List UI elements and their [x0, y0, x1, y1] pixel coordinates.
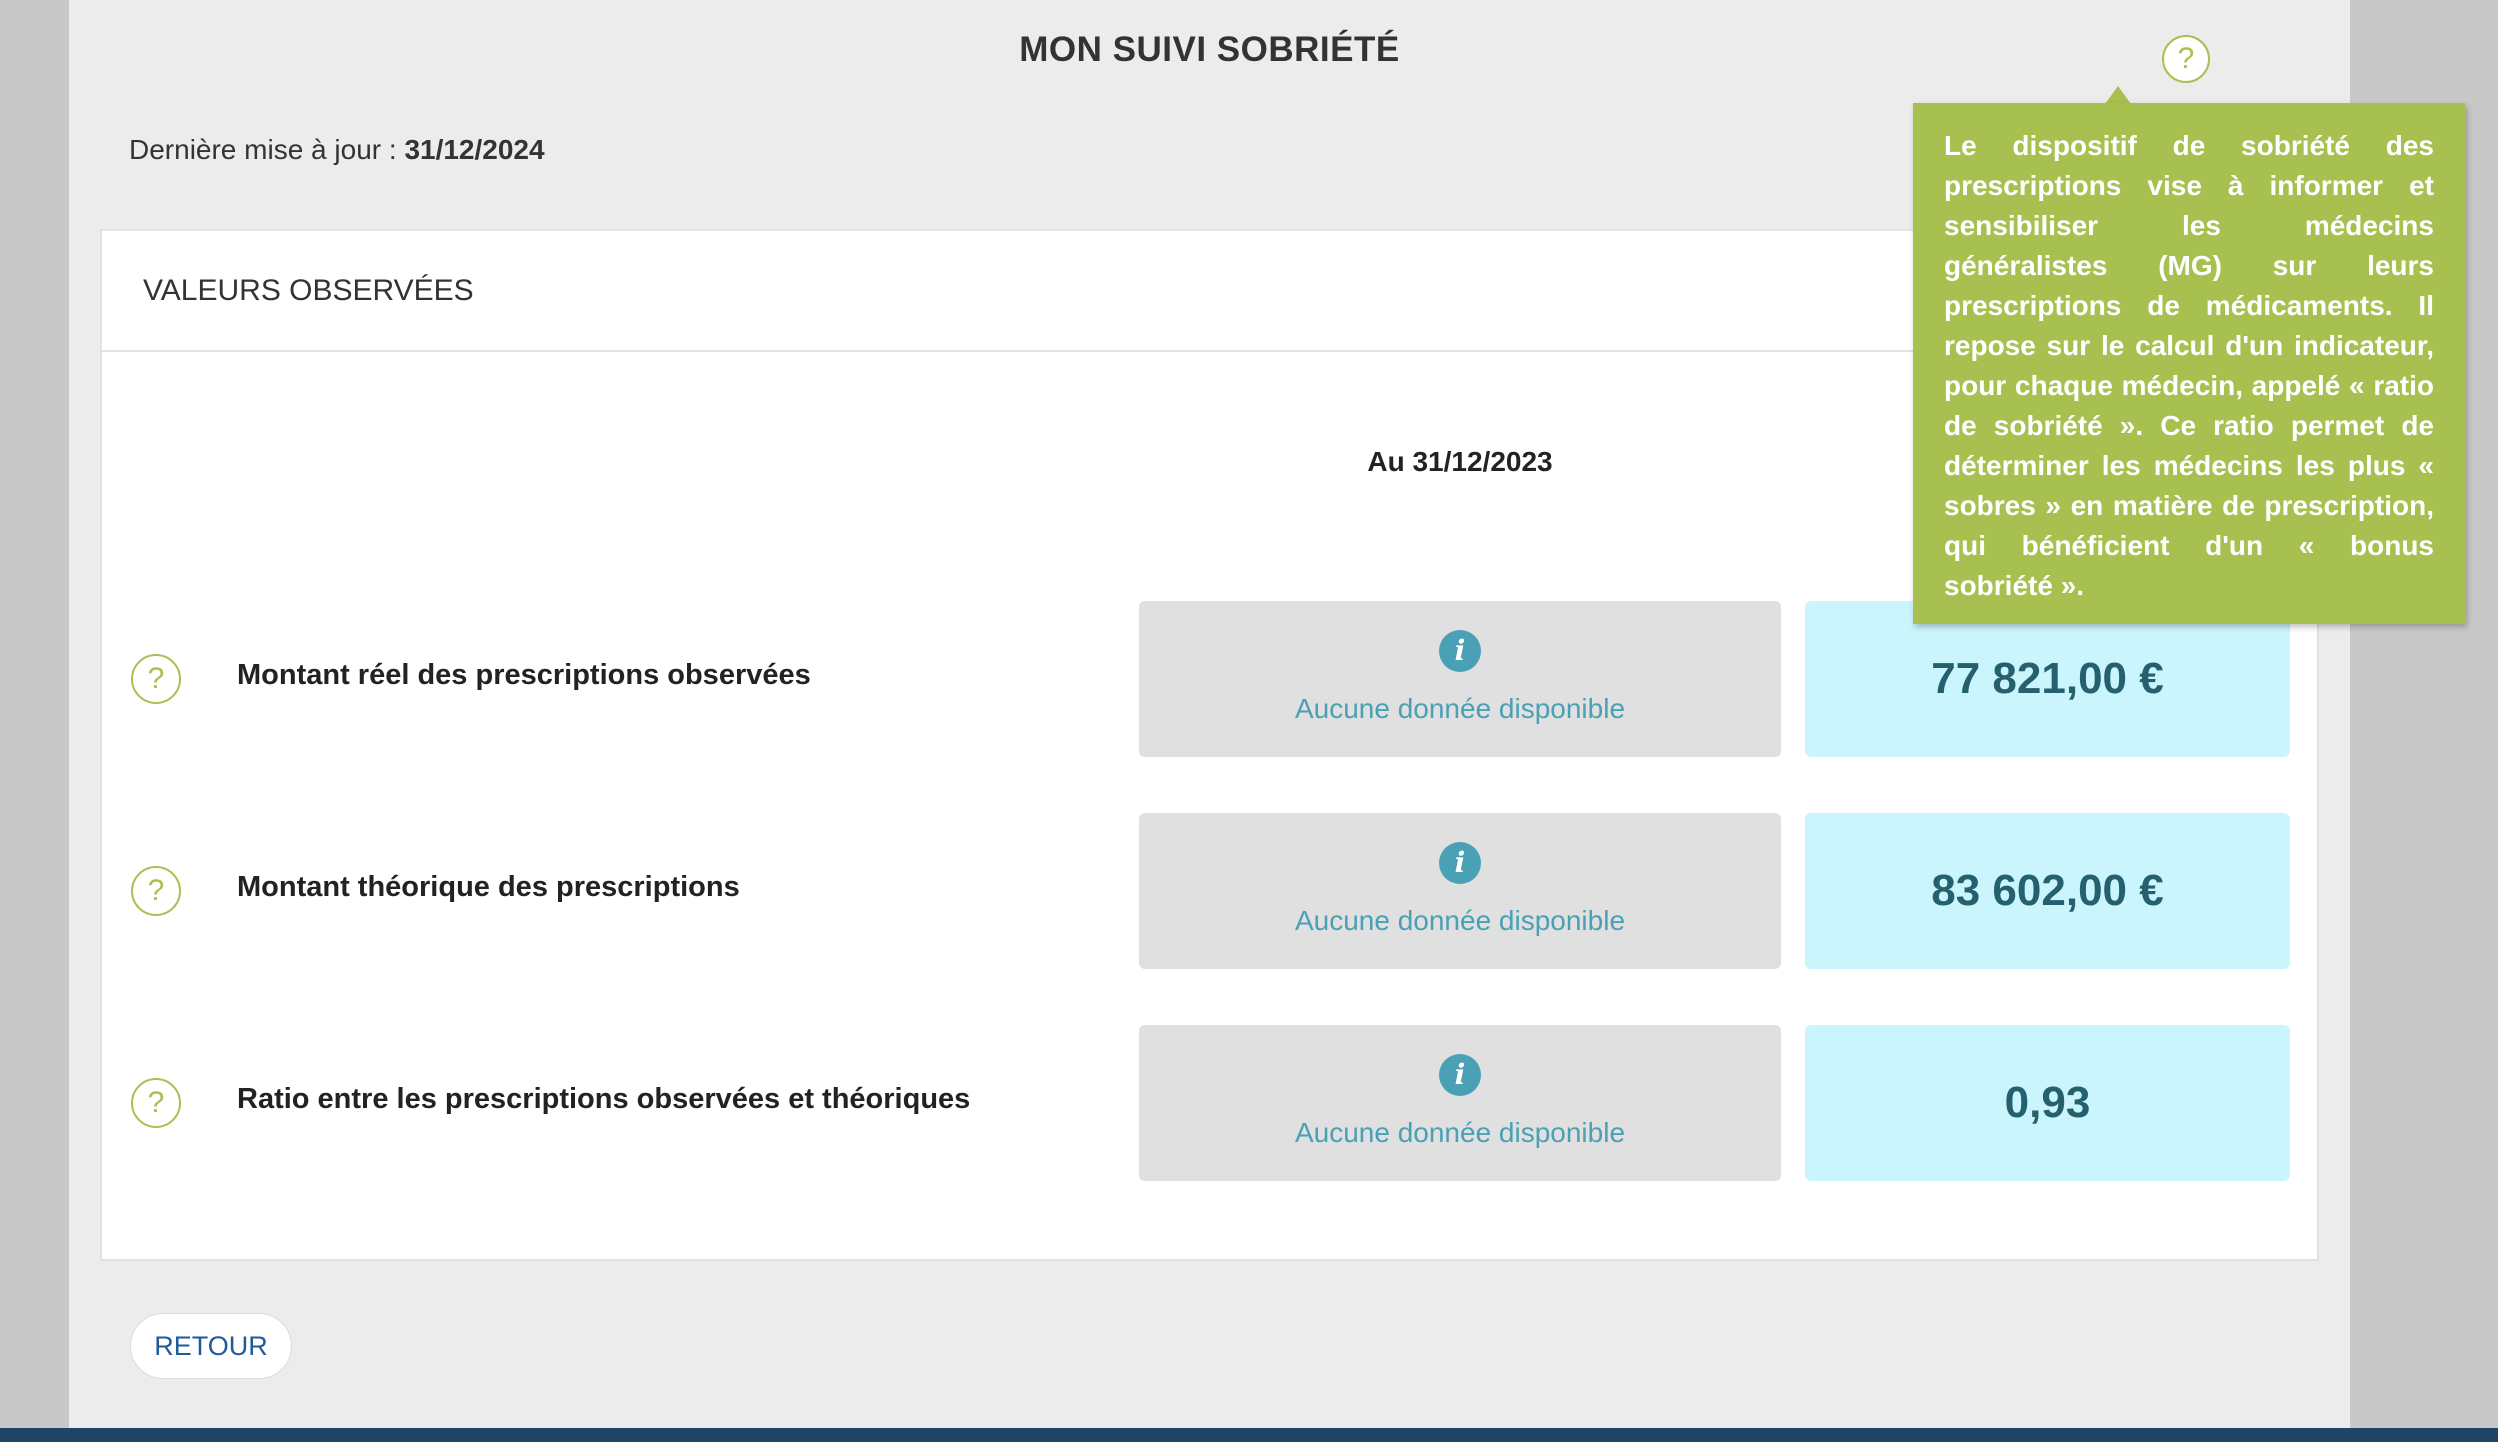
help-icon[interactable]: ? — [131, 654, 181, 704]
info-icon: i — [1439, 1054, 1481, 1096]
back-button[interactable]: RETOUR — [130, 1313, 292, 1379]
row-label: Montant théorique des prescriptions — [237, 871, 740, 903]
empty-data-cell — [1139, 601, 1781, 757]
column-header-date: Au 31/12/2023 — [1367, 446, 1553, 477]
table-row-real-amount — [102, 601, 2321, 757]
last-update-date: 31/12/2024 — [404, 134, 545, 165]
page-title: MON SUIVI SOBRIÉTÉ — [1019, 30, 1400, 69]
empty-data-text: Aucune donnée disponible — [1294, 693, 1626, 724]
info-icon: i — [1439, 842, 1481, 884]
last-update — [129, 134, 545, 166]
row-label: Ratio entre les prescriptions observées et théoriques — [237, 1083, 971, 1115]
card-title: VALEURS OBSERVÉES — [102, 231, 2317, 352]
empty-data-text: Aucune donnée disponible — [1294, 905, 1626, 936]
row-label: Montant réel des prescriptions observées — [237, 659, 811, 691]
table-row-ratio — [102, 1025, 2321, 1181]
empty-data-cell — [1139, 1025, 1781, 1181]
tooltip-arrow — [2105, 86, 2131, 104]
table-row-theoretical-amount — [102, 813, 2321, 969]
value-cell: 83 602,00 € — [1805, 813, 2290, 969]
help-icon[interactable]: ? — [2162, 35, 2210, 83]
footer-bar — [0, 1428, 2498, 1442]
empty-data-cell — [1139, 813, 1781, 969]
value-cell: 0,93 — [1805, 1025, 2290, 1181]
help-tooltip: Le dispositif de sobriété des prescriptions vise à informer et sensibiliser les médecins généralistes (MG) sur leurs prescriptions de médicaments. Il repose sur le calcul d'un indicateur, pour chaque médecin, appelé « ratio de sobriété ». Ce ratio permet de déterminer les médecins les plus « sobres » en matière de prescription, qui bénéficient d'un « bonus sobriété ». — [1913, 103, 2465, 624]
help-icon[interactable]: ? — [131, 866, 181, 916]
value-cell: 77 821,00 € — [1805, 601, 2290, 757]
info-icon: i — [1439, 630, 1481, 672]
help-icon[interactable]: ? — [131, 1078, 181, 1128]
empty-data-text: Aucune donnée disponible — [1294, 1117, 1626, 1148]
last-update-label: Dernière mise à jour : — [129, 134, 405, 165]
